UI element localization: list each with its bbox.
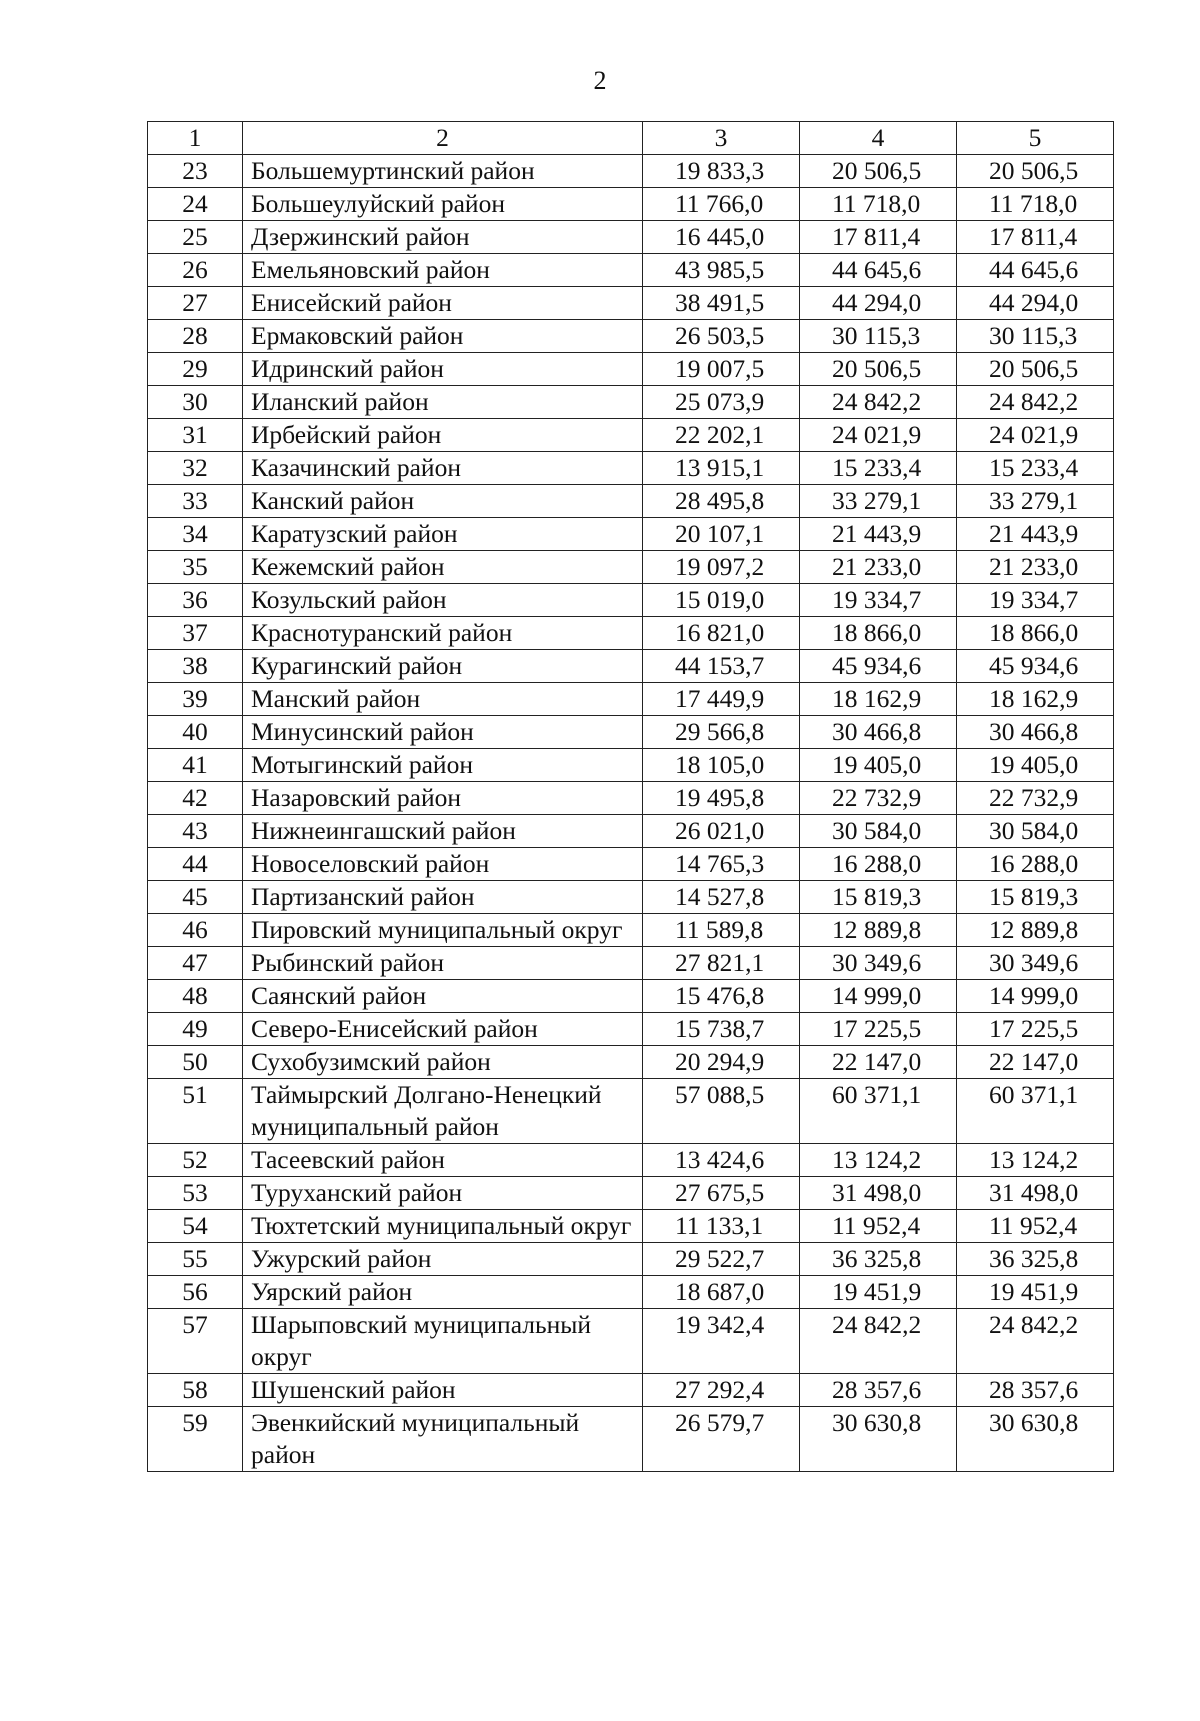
table-row — [148, 221, 1114, 254]
value-cell-col3: 26 503,5 — [643, 320, 800, 353]
value-cell-col5: 30 349,6 — [957, 947, 1114, 980]
municipality-name-cell: Назаровский район — [243, 782, 643, 815]
table-row — [148, 914, 1114, 947]
value-cell-col5: 45 934,6 — [957, 650, 1114, 683]
value-cell-col3: 13 424,6 — [643, 1144, 800, 1177]
row-number-cell: 42 — [148, 782, 243, 815]
table-row — [148, 1079, 1114, 1144]
row-number-cell: 33 — [148, 485, 243, 518]
row-number-cell: 52 — [148, 1144, 243, 1177]
row-number-cell: 38 — [148, 650, 243, 683]
value-cell-col3: 27 292,4 — [643, 1374, 800, 1407]
municipality-name-cell: Шарыповский муниципальный округ — [243, 1309, 643, 1374]
row-number-cell: 28 — [148, 320, 243, 353]
value-cell-col4: 19 405,0 — [800, 749, 957, 782]
value-cell-col4: 36 325,8 — [800, 1243, 957, 1276]
value-cell-col5: 19 405,0 — [957, 749, 1114, 782]
value-cell-col4: 16 288,0 — [800, 848, 957, 881]
value-cell-col4: 15 233,4 — [800, 452, 957, 485]
value-cell-col5: 13 124,2 — [957, 1144, 1114, 1177]
value-cell-col5: 15 819,3 — [957, 881, 1114, 914]
table-row — [148, 1243, 1114, 1276]
value-cell-col5: 44 645,6 — [957, 254, 1114, 287]
value-cell-col4: 24 021,9 — [800, 419, 957, 452]
value-cell-col5: 44 294,0 — [957, 287, 1114, 320]
budget-table — [147, 121, 1114, 1472]
value-cell-col3: 20 107,1 — [643, 518, 800, 551]
value-cell-col4: 18 162,9 — [800, 683, 957, 716]
value-cell-col4: 20 506,5 — [800, 353, 957, 386]
value-cell-col3: 19 097,2 — [643, 551, 800, 584]
value-cell-col5: 21 443,9 — [957, 518, 1114, 551]
municipality-name-cell: Емельяновский район — [243, 254, 643, 287]
row-number-cell: 37 — [148, 617, 243, 650]
value-cell-col3: 15 019,0 — [643, 584, 800, 617]
value-cell-col3: 43 985,5 — [643, 254, 800, 287]
table-row — [148, 485, 1114, 518]
row-number-cell: 44 — [148, 848, 243, 881]
column-header: 3 — [643, 122, 800, 155]
municipality-name-cell: Шушенский район — [243, 1374, 643, 1407]
value-cell-col4: 21 233,0 — [800, 551, 957, 584]
table-row — [148, 650, 1114, 683]
value-cell-col5: 17 225,5 — [957, 1013, 1114, 1046]
table-row — [148, 749, 1114, 782]
row-number-cell: 29 — [148, 353, 243, 386]
municipality-name-cell: Каратузский район — [243, 518, 643, 551]
table-row — [148, 287, 1114, 320]
value-cell-col3: 26 021,0 — [643, 815, 800, 848]
municipality-name-cell: Казачинский район — [243, 452, 643, 485]
value-cell-col5: 30 115,3 — [957, 320, 1114, 353]
value-cell-col3: 57 088,5 — [643, 1079, 800, 1144]
table-row — [148, 551, 1114, 584]
value-cell-col3: 26 579,7 — [643, 1407, 800, 1472]
table-row — [148, 518, 1114, 551]
value-cell-col5: 18 866,0 — [957, 617, 1114, 650]
value-cell-col5: 24 842,2 — [957, 386, 1114, 419]
municipality-name-cell: Идринский район — [243, 353, 643, 386]
row-number-cell: 32 — [148, 452, 243, 485]
value-cell-col4: 30 630,8 — [800, 1407, 957, 1472]
table-row — [148, 881, 1114, 914]
row-number-cell: 31 — [148, 419, 243, 452]
value-cell-col5: 22 147,0 — [957, 1046, 1114, 1079]
municipality-name-cell: Большеулуйский район — [243, 188, 643, 221]
table-row — [148, 1013, 1114, 1046]
row-number-cell: 45 — [148, 881, 243, 914]
value-cell-col5: 30 466,8 — [957, 716, 1114, 749]
value-cell-col5: 24 842,2 — [957, 1309, 1114, 1374]
table-row — [148, 683, 1114, 716]
value-cell-col4: 22 147,0 — [800, 1046, 957, 1079]
table-row — [148, 980, 1114, 1013]
value-cell-col5: 20 506,5 — [957, 155, 1114, 188]
municipality-name-cell: Нижнеингашский район — [243, 815, 643, 848]
row-number-cell: 30 — [148, 386, 243, 419]
value-cell-col3: 11 766,0 — [643, 188, 800, 221]
value-cell-col5: 19 334,7 — [957, 584, 1114, 617]
value-cell-col3: 19 342,4 — [643, 1309, 800, 1374]
municipality-name-cell: Канский район — [243, 485, 643, 518]
value-cell-col5: 17 811,4 — [957, 221, 1114, 254]
row-number-cell: 46 — [148, 914, 243, 947]
table-row — [148, 353, 1114, 386]
value-cell-col3: 29 522,7 — [643, 1243, 800, 1276]
value-cell-col4: 18 866,0 — [800, 617, 957, 650]
municipality-name-cell: Эвенкийский муниципальный район — [243, 1407, 643, 1472]
value-cell-col3: 38 491,5 — [643, 287, 800, 320]
municipality-name-cell: Курагинский район — [243, 650, 643, 683]
row-number-cell: 51 — [148, 1079, 243, 1144]
row-number-cell: 57 — [148, 1309, 243, 1374]
row-number-cell: 54 — [148, 1210, 243, 1243]
municipality-name-cell: Краснотуранский район — [243, 617, 643, 650]
row-number-cell: 47 — [148, 947, 243, 980]
table-row — [148, 1210, 1114, 1243]
value-cell-col3: 18 105,0 — [643, 749, 800, 782]
table-row — [148, 584, 1114, 617]
row-number-cell: 27 — [148, 287, 243, 320]
table-row — [148, 1407, 1114, 1472]
row-number-cell: 43 — [148, 815, 243, 848]
value-cell-col5: 30 630,8 — [957, 1407, 1114, 1472]
value-cell-col3: 20 294,9 — [643, 1046, 800, 1079]
value-cell-col3: 19 495,8 — [643, 782, 800, 815]
value-cell-col4: 11 718,0 — [800, 188, 957, 221]
row-number-cell: 25 — [148, 221, 243, 254]
municipality-name-cell: Уярский район — [243, 1276, 643, 1309]
table-row — [148, 1144, 1114, 1177]
value-cell-col3: 13 915,1 — [643, 452, 800, 485]
column-header: 4 — [800, 122, 957, 155]
row-number-cell: 40 — [148, 716, 243, 749]
row-number-cell: 48 — [148, 980, 243, 1013]
row-number-cell: 26 — [148, 254, 243, 287]
municipality-name-cell: Таймырский Долгано-Ненецкий муниципальный район — [243, 1079, 643, 1144]
municipality-name-cell: Мотыгинский район — [243, 749, 643, 782]
value-cell-col4: 30 584,0 — [800, 815, 957, 848]
value-cell-col3: 11 133,1 — [643, 1210, 800, 1243]
municipality-name-cell: Кежемский район — [243, 551, 643, 584]
row-number-cell: 41 — [148, 749, 243, 782]
municipality-name-cell: Новоселовский район — [243, 848, 643, 881]
municipality-name-cell: Большемуртинский район — [243, 155, 643, 188]
value-cell-col5: 11 952,4 — [957, 1210, 1114, 1243]
table-row — [148, 782, 1114, 815]
value-cell-col4: 22 732,9 — [800, 782, 957, 815]
row-number-cell: 34 — [148, 518, 243, 551]
value-cell-col3: 22 202,1 — [643, 419, 800, 452]
value-cell-col3: 19 833,3 — [643, 155, 800, 188]
value-cell-col3: 15 476,8 — [643, 980, 800, 1013]
value-cell-col4: 28 357,6 — [800, 1374, 957, 1407]
value-cell-col3: 18 687,0 — [643, 1276, 800, 1309]
value-cell-col5: 14 999,0 — [957, 980, 1114, 1013]
value-cell-col4: 19 334,7 — [800, 584, 957, 617]
table-row — [148, 1309, 1114, 1374]
table-row — [148, 254, 1114, 287]
municipality-name-cell: Тасеевский район — [243, 1144, 643, 1177]
table-body — [148, 155, 1114, 1472]
value-cell-col3: 11 589,8 — [643, 914, 800, 947]
value-cell-col4: 33 279,1 — [800, 485, 957, 518]
value-cell-col3: 25 073,9 — [643, 386, 800, 419]
value-cell-col3: 16 445,0 — [643, 221, 800, 254]
column-header: 5 — [957, 122, 1114, 155]
row-number-cell: 23 — [148, 155, 243, 188]
value-cell-col3: 27 675,5 — [643, 1177, 800, 1210]
table-row — [148, 1374, 1114, 1407]
table-row — [148, 848, 1114, 881]
municipality-name-cell: Манский район — [243, 683, 643, 716]
municipality-name-cell: Козульский район — [243, 584, 643, 617]
value-cell-col5: 20 506,5 — [957, 353, 1114, 386]
value-cell-col4: 13 124,2 — [800, 1144, 957, 1177]
value-cell-col4: 11 952,4 — [800, 1210, 957, 1243]
row-number-cell: 39 — [148, 683, 243, 716]
row-number-cell: 50 — [148, 1046, 243, 1079]
value-cell-col4: 14 999,0 — [800, 980, 957, 1013]
page-number: 2 — [593, 66, 607, 95]
value-cell-col4: 45 934,6 — [800, 650, 957, 683]
municipality-name-cell: Дзержинский район — [243, 221, 643, 254]
municipality-name-cell: Енисейский район — [243, 287, 643, 320]
value-cell-col5: 18 162,9 — [957, 683, 1114, 716]
municipality-name-cell: Партизанский район — [243, 881, 643, 914]
municipality-name-cell: Тюхтетский муниципальный округ — [243, 1210, 643, 1243]
value-cell-col3: 14 527,8 — [643, 881, 800, 914]
value-cell-col4: 12 889,8 — [800, 914, 957, 947]
value-cell-col4: 44 294,0 — [800, 287, 957, 320]
value-cell-col3: 27 821,1 — [643, 947, 800, 980]
value-cell-col4: 15 819,3 — [800, 881, 957, 914]
value-cell-col4: 60 371,1 — [800, 1079, 957, 1144]
table-row — [148, 386, 1114, 419]
value-cell-col4: 20 506,5 — [800, 155, 957, 188]
value-cell-col4: 30 466,8 — [800, 716, 957, 749]
value-cell-col5: 22 732,9 — [957, 782, 1114, 815]
value-cell-col3: 44 153,7 — [643, 650, 800, 683]
column-header: 2 — [243, 122, 643, 155]
municipality-name-cell: Минусинский район — [243, 716, 643, 749]
table-row — [148, 155, 1114, 188]
table-row — [148, 452, 1114, 485]
value-cell-col5: 16 288,0 — [957, 848, 1114, 881]
value-cell-col4: 24 842,2 — [800, 386, 957, 419]
value-cell-col3: 15 738,7 — [643, 1013, 800, 1046]
value-cell-col5: 11 718,0 — [957, 188, 1114, 221]
value-cell-col4: 30 115,3 — [800, 320, 957, 353]
column-header: 1 — [148, 122, 243, 155]
table-row — [148, 1046, 1114, 1079]
municipality-name-cell: Иланский район — [243, 386, 643, 419]
municipality-name-cell: Сухобузимский район — [243, 1046, 643, 1079]
value-cell-col4: 24 842,2 — [800, 1309, 957, 1374]
value-cell-col5: 30 584,0 — [957, 815, 1114, 848]
table-row — [148, 1276, 1114, 1309]
row-number-cell: 56 — [148, 1276, 243, 1309]
row-number-cell: 58 — [148, 1374, 243, 1407]
value-cell-col4: 31 498,0 — [800, 1177, 957, 1210]
municipality-name-cell: Саянский район — [243, 980, 643, 1013]
table-row — [148, 320, 1114, 353]
value-cell-col5: 19 451,9 — [957, 1276, 1114, 1309]
value-cell-col3: 16 821,0 — [643, 617, 800, 650]
value-cell-col4: 19 451,9 — [800, 1276, 957, 1309]
value-cell-col5: 15 233,4 — [957, 452, 1114, 485]
municipality-name-cell: Рыбинский район — [243, 947, 643, 980]
value-cell-col3: 28 495,8 — [643, 485, 800, 518]
table-row — [148, 188, 1114, 221]
municipality-name-cell: Ермаковский район — [243, 320, 643, 353]
table-row — [148, 716, 1114, 749]
value-cell-col5: 31 498,0 — [957, 1177, 1114, 1210]
value-cell-col3: 17 449,9 — [643, 683, 800, 716]
municipality-name-cell: Пировский муниципальный округ — [243, 914, 643, 947]
table-row — [148, 1177, 1114, 1210]
municipality-name-cell: Ужурский район — [243, 1243, 643, 1276]
row-number-cell: 59 — [148, 1407, 243, 1472]
value-cell-col5: 12 889,8 — [957, 914, 1114, 947]
value-cell-col4: 21 443,9 — [800, 518, 957, 551]
value-cell-col5: 60 371,1 — [957, 1079, 1114, 1144]
row-number-cell: 53 — [148, 1177, 243, 1210]
value-cell-col5: 24 021,9 — [957, 419, 1114, 452]
value-cell-col3: 29 566,8 — [643, 716, 800, 749]
row-number-cell: 36 — [148, 584, 243, 617]
row-number-cell: 24 — [148, 188, 243, 221]
value-cell-col3: 14 765,3 — [643, 848, 800, 881]
municipality-name-cell: Туруханский район — [243, 1177, 643, 1210]
value-cell-col3: 19 007,5 — [643, 353, 800, 386]
value-cell-col5: 36 325,8 — [957, 1243, 1114, 1276]
table-row — [148, 947, 1114, 980]
value-cell-col4: 17 225,5 — [800, 1013, 957, 1046]
value-cell-col5: 33 279,1 — [957, 485, 1114, 518]
value-cell-col4: 17 811,4 — [800, 221, 957, 254]
value-cell-col5: 21 233,0 — [957, 551, 1114, 584]
table-row — [148, 617, 1114, 650]
row-number-cell: 55 — [148, 1243, 243, 1276]
value-cell-col4: 44 645,6 — [800, 254, 957, 287]
municipality-name-cell: Северо-Енисейский район — [243, 1013, 643, 1046]
row-number-cell: 35 — [148, 551, 243, 584]
table-header-row — [148, 122, 1114, 155]
table-row — [148, 419, 1114, 452]
row-number-cell: 49 — [148, 1013, 243, 1046]
value-cell-col4: 30 349,6 — [800, 947, 957, 980]
table-row — [148, 815, 1114, 848]
municipality-name-cell: Ирбейский район — [243, 419, 643, 452]
value-cell-col5: 28 357,6 — [957, 1374, 1114, 1407]
